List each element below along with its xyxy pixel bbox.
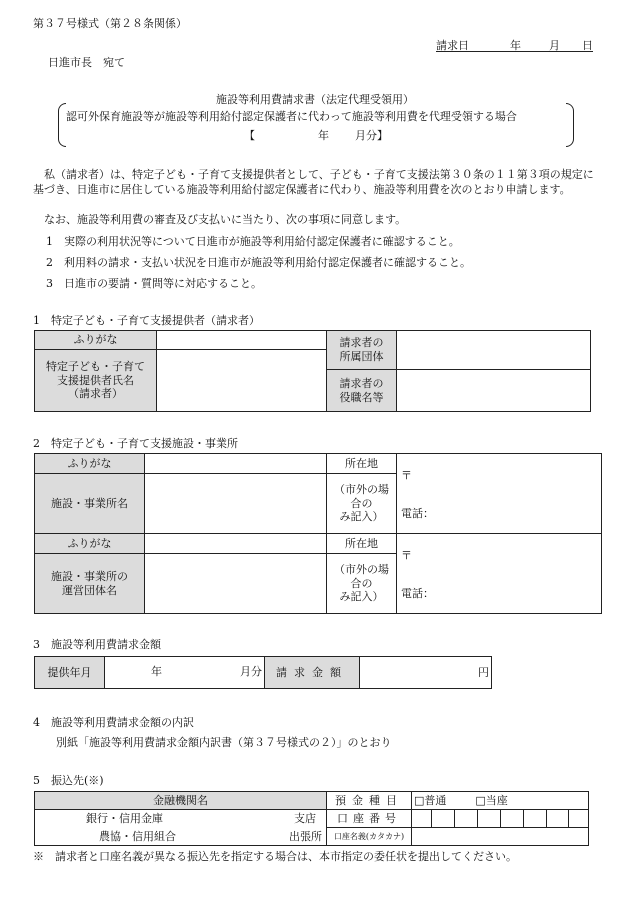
operator-name-label: 施設・事業所の 運営団体名	[35, 554, 145, 614]
furigana-label: ふりがな	[35, 331, 157, 350]
phone-label: 電話：	[401, 586, 434, 600]
amount-label: 請求金額	[265, 657, 360, 689]
bank-type-2: 農協・信用組合	[99, 829, 176, 843]
period-field[interactable]	[105, 657, 265, 689]
phone-label: 電話：	[401, 506, 434, 520]
request-date	[436, 37, 593, 52]
request-date-label: 請求日	[436, 39, 469, 52]
operator-address-field[interactable]	[397, 534, 602, 614]
facility-name-field[interactable]	[145, 474, 327, 534]
consent-item-2: 2 利用料の請求・支払い状況を日進市が施設等利用給付認定保護者に確認すること。	[46, 256, 471, 269]
bracket-right	[566, 103, 574, 147]
section5-heading: 5 振込先(※)	[33, 774, 104, 787]
addressee: 日進市長 宛て	[48, 56, 125, 69]
provider-name-field[interactable]	[157, 350, 327, 412]
branch-label-2: 出張所	[289, 829, 322, 843]
account-digit-3[interactable]	[455, 810, 478, 828]
section1-heading: 1 特定子ども・子育て支援提供者（請求者）	[33, 314, 260, 327]
breakdown-reference: 別紙「施設等利用費請求金額内訳書（第３７号様式の２）」のとおり	[56, 736, 392, 749]
account-digit-7[interactable]	[547, 810, 569, 828]
section2-heading: 2 特定子ども・子育て支援施設・事業所	[33, 437, 238, 450]
facility-name-label: 施設・事業所名	[35, 474, 145, 534]
period-year: 年	[318, 129, 329, 142]
address-note: （市外の場合の み記入）	[327, 474, 397, 534]
position-field[interactable]	[397, 370, 591, 412]
period-open: 【	[244, 129, 255, 142]
postal-mark: 〒	[401, 468, 412, 482]
period-month: 月分】	[355, 129, 388, 142]
intro-consent: なお、施設等利用費の審査及び支払いに当たり、次の事項に同意します。	[44, 213, 407, 226]
org-label: 請求者の 所属団体	[327, 331, 397, 370]
form-number: 第３７号様式（第２８条関係）	[33, 17, 187, 30]
account-name-label: 口座名義(カタカナ)	[327, 828, 412, 846]
bank-name-field[interactable]	[35, 810, 327, 846]
section4-heading: 4 施設等利用費請求金額の内訳	[33, 716, 194, 729]
bank-type-1: 銀行・信用金庫	[86, 811, 163, 825]
facility-address-label: 所在地	[327, 454, 397, 474]
deposit-type-label: 預金種目	[327, 792, 412, 810]
address-note: （市外の場合の み記入）	[327, 554, 397, 614]
current-checkbox[interactable]: □当座	[475, 793, 508, 807]
account-digit-5[interactable]	[501, 810, 524, 828]
amount-field[interactable]	[360, 657, 492, 689]
bank-name-header: 金融機関名	[35, 792, 327, 810]
period-month-unit: 月分	[240, 664, 262, 678]
operator-furigana-label: ふりがな	[35, 534, 145, 554]
bank-table	[34, 791, 589, 846]
provider-name-label: 特定子ども・子育て 支援提供者氏名 （請求者）	[35, 350, 157, 412]
operator-address-label: 所在地	[327, 534, 397, 554]
form-title: 施設等利用費請求書（法定代理受領用）	[216, 93, 414, 106]
request-date-day: 日	[582, 39, 593, 52]
position-label: 請求者の 役職名等	[327, 370, 397, 412]
consent-item-1: 1 実際の利用状況等について日進市が施設等利用給付認定保護者に確認すること。	[46, 235, 460, 248]
facility-table	[34, 453, 602, 614]
org-field[interactable]	[397, 331, 591, 370]
account-digit-1[interactable]	[412, 810, 432, 828]
provider-furigana-field[interactable]	[157, 331, 327, 350]
account-digit-8[interactable]	[569, 810, 589, 828]
ordinary-checkbox[interactable]: □普通	[414, 793, 447, 807]
facility-furigana-field[interactable]	[145, 454, 327, 474]
section3-heading: 3 施設等利用費請求金額	[33, 638, 161, 651]
bracket-left	[58, 103, 66, 147]
form-subtitle: 認可外保育施設等が施設等利用給付認定保護者に代わって施設等利用費を代理受領する場合	[66, 110, 517, 123]
branch-label-1: 支店	[294, 811, 316, 825]
account-name-field[interactable]	[412, 828, 589, 846]
account-digit-4[interactable]	[478, 810, 501, 828]
request-date-year: 年	[510, 39, 521, 52]
facility-address-field[interactable]	[397, 454, 602, 534]
period-year-unit: 年	[151, 664, 162, 678]
request-date-month: 月	[549, 39, 560, 52]
consent-item-3: 3 日進市の要請・質問等に対応すること。	[46, 277, 262, 290]
amount-table	[34, 656, 492, 689]
operator-furigana-field[interactable]	[145, 534, 327, 554]
account-digit-6[interactable]	[524, 810, 547, 828]
deposit-type-options	[412, 792, 589, 810]
operator-name-field[interactable]	[145, 554, 327, 614]
account-number-label: 口座番号	[327, 810, 412, 828]
postal-mark: 〒	[401, 548, 412, 562]
yen-unit: 円	[478, 665, 489, 679]
provider-table	[34, 330, 591, 412]
footnote: ※ 請求者と口座名義が異なる振込先を指定する場合は、本市指定の委任状を提出してください。	[33, 850, 517, 863]
period-label: 提供年月	[35, 657, 105, 689]
facility-furigana-label: ふりがな	[35, 454, 145, 474]
intro-paragraph: 私（請求者）は、特定子ども・子育て支援提供者として、子ども・子育て支援法第３０条の１１第３項の規定に基づき、日進市に居住している施設等利用給付認定保護者に代わり、施設等利用費を次のとおり申請します。	[33, 168, 594, 196]
account-digit-2[interactable]	[432, 810, 455, 828]
